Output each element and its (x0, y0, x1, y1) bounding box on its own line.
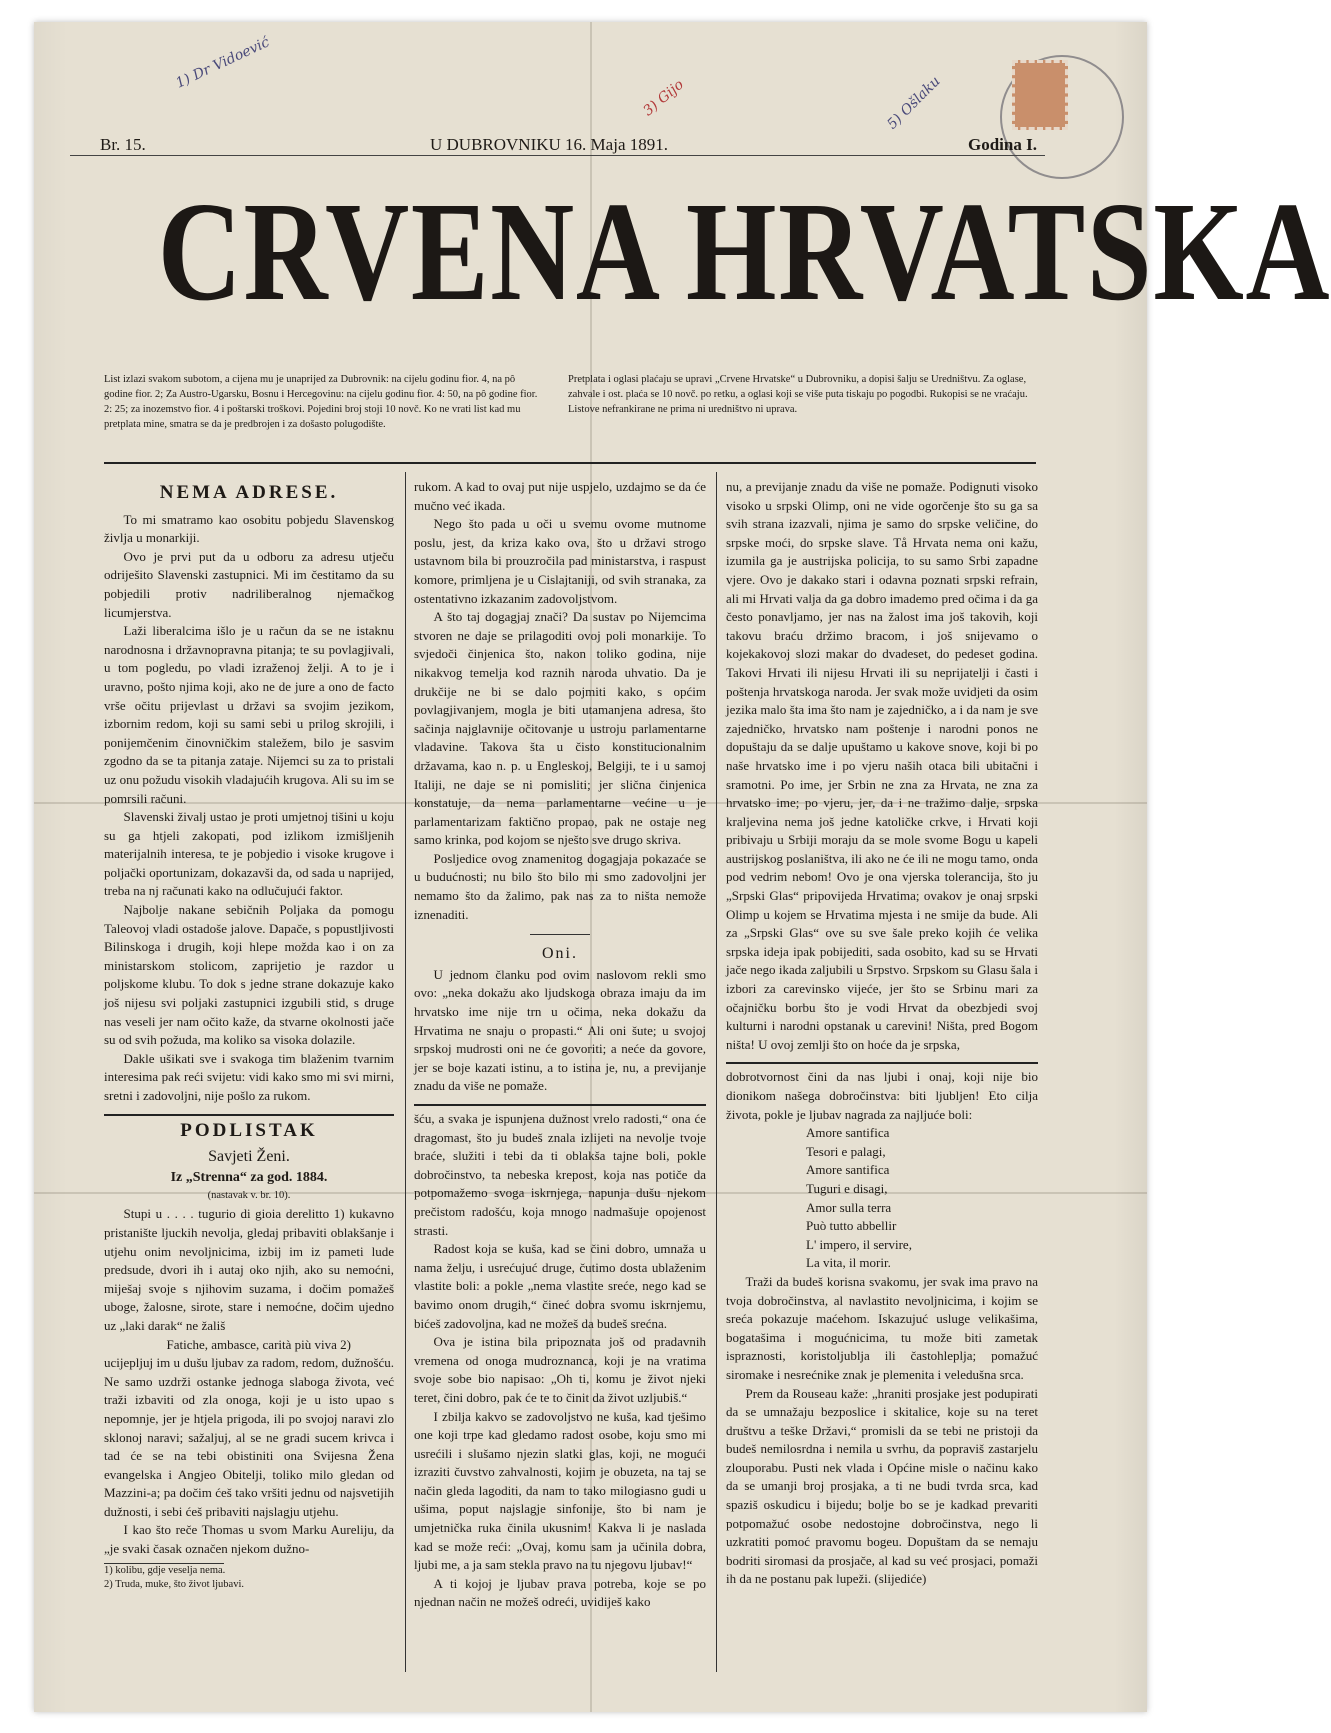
paragraph: šću, a svaka je ispunjena dužnost vrelo radosti,“ ona će dragomast, što ju budeš znala izlijeti na nevolje tvoje braće, služiti i tebi da ti oblakša tajne boli, pokle dobročinstvo, ta nebeska krepost, koja nas potiče da potpomažemo svoga iskrnjega, napunja dušu njekom prečistom radošću, koja mnogo nadmašuje opojenost strasti. (414, 1111, 706, 1238)
section-divider (414, 1104, 706, 1106)
paragraph: Laži liberalcima išlo je u račun da se ne istaknu narodnosna i državnopravna pitanja; te su povlagjivali, u tom pogledu, po vladi izraženoj želji. A to je i uravno, pošto njima koji, ako ne de jure a ono de facto vrše očitu prijevlast u državi sa svojim jezikom, izbornim redom, koji su sami sebi u prilog skrojili, i ponijemčenim činovničkim staležem, bilo je sasvim zgodno da se ta pitanja zataje. Nijemci su za to pristali uz onu požudu visokih vladajućih krugova. Ali su im se pomrsili računi. (104, 623, 394, 806)
section-divider (104, 1114, 394, 1116)
paragraph: Traži da budeš korisna svakomu, jer svak ima pravo na tvoja dobročinstva, al navlastito nevoljnicima, i kojim se sreća pokazuje maćehom. Iskazujuć usluge velikašima, bogatašima i mogućnicima, tu može biti zametak ispraznosti, koristoljublja ili častohleplja; pomažuć siromake i nesrećnike znak je plemenita i veledušna srca. (726, 1273, 1038, 1382)
article-heading: NEMA ADRESE. (159, 482, 339, 503)
poem-line: Amore santifica (806, 1162, 890, 1178)
poem-line: Amor sulla terra (806, 1199, 892, 1215)
article-heading: Oni. (542, 945, 578, 963)
poem-line: Tesori e palagi, (806, 1143, 886, 1159)
column-3 (726, 478, 1038, 1589)
paragraph: To mi smatramo kao osobitu pobjedu Slavenskog življa u monarkiji. (104, 511, 394, 546)
quote-line: Fatiche, ambasce, carità più viva 2) (166, 1336, 351, 1352)
paragraph: A što taj dogagjaj znači? Da sustav po Nijemcima stvoren ne daje se prilagoditi ovoj poli monarkije. To svjedoči činjenica što, nakon toliko godina, nije nikakvog temelja kod raznih naroda uhvatio. Da je drukčije ne bi se dalo pojmiti kako, s općim povlagjivanjem, mogla je biti utamanjena adresa, što sačinja najglavnije očitovanje u ustroju parlamentarne vladavine. Takova šta u čisto konstitucionalnim državama, kao n. p. u Engleskoj, Belgiji, te i u samoj Italiji, ne daje se ni pomisliti; jer slična činjenica konstatuje, da nema parlamentarne većine u je parlamentarizam faktično propao, pak ne ostaje neg samo krinka, pod kojom se nješto sve drugo skriva. (414, 609, 706, 848)
paragraph: Ova je istina bila pripoznata još od pradavnih vremena od onoga mudroznanca, koji je na vratima svoje sobe bio napisao: „Oh ti, komu je život njeki teret, čini dobro, pak će te to činit da život uzljubiš.“ (414, 1334, 706, 1405)
issue-number: Br. 15. (100, 135, 146, 154)
poem-line: Può tutto abbellir (806, 1218, 897, 1234)
footnote: 2) Truda, muke, što život ljubavi. (104, 1578, 244, 1590)
masthead-title: CRVENA HRVATSKA (157, 172, 1331, 330)
paragraph: A ti kojoj je ljubav prava potreba, koje se po njednan način ne možeš odreći, uvidiješ kako (414, 1575, 706, 1610)
advert-info: Pretplata i oglasi plaćaju se upravi „Crvene Hrvatske“ u Dubrovniku, a dopisi šalju se Uredništvu. Za oglase, zahvale i ost. plaća se 10 novč. po retku, a oglasi koji se više puta tiskaju po pogodbi. Rukopisi se ne vraćaju. Listove nefrankirane ne prima ni uredništvo ni uprava. (568, 374, 1028, 415)
paragraph: Radost koja se kuša, kad se čini dobro, umnaža u nama želju, i usrećujuć druge, čutimo dosta ublaženim vlastite boli: a pokle „nema vlastite sreće, nego kad se bavimo onom drugih,“ čineć dobra svomu iskrnjemu, bićeš zadovoljna, kad ne možeš da budeš srećna. (414, 1241, 706, 1331)
feuilleton-title: Savjeti Ženi. (208, 1148, 290, 1166)
header-rule (70, 155, 1045, 156)
handwritten-note: 3) Gijo (640, 76, 687, 120)
poem-line: L' impero, il servire, (806, 1236, 912, 1252)
feuilleton-continuation: (nastavak v. br. 10). (207, 1190, 291, 1202)
subscription-info: List izlazi svakom subotom, a cijena mu je unaprijed za Dubrovnik: na cijelu godinu fior. 4, na pô godine fior. 2; Za Austro-Ugarsku, Bosnu i Hercegovinu: na cijelu godinu fior. 4: 50, na pô godine fior. 2: 25; za inozemstvo fior. 4 i poštarski troškovi. Pojedini broj stoji 10 novč. Ko ne vrati list kad mu pretplata mine, smatra se da je predbrojen i za došasto polugodište. (104, 374, 538, 430)
feuilleton-subtitle: Iz „Strenna“ za god. 1884. (170, 1169, 328, 1185)
poem (806, 1124, 1038, 1273)
poem-line: Amore santifica (806, 1125, 890, 1141)
paragraph: Nego što pada u oči u svemu ovome mutnome poslu, jest, da kriza kako ova, što u državi strogo ustavnom bila bi prouzročila pad ministarstva, i raspust komore, primljena je u Cislajtaniji, od svih stranaka, za ostentativno izkazanim zadovoljstvom. (414, 516, 706, 606)
paragraph: I zbilja kakvo se zadovoljstvo ne kuša, kad tješimo one koji trpe kad gledamo radost osobe, koju smo mi usrećili i slušamo njezin slatki glas, koji, ne mogući izraziti čuvstvo zahvalnosti, kojim je obuzeta, na taj se način gleda lagoditi, da nam to tako milogiasno gudi u ušima, poput najslagje sinfonije, što bi nam je umjetnička ruka činila ukusnim! Kakva li je naslada kad se može reći: „Ovaj, komu sam ja učinila dobra, ljubi me, a ja sam stekla pravo na tu njegovu ljubav!“ (414, 1408, 706, 1573)
section-rule (104, 462, 1036, 464)
paragraph: Posljedice ovog znamenitog dogagjaja pokazaće se u budućnosti; nu bilo što bilo mi smo zadovoljni jer nemamo što da žalimo, pak nas za to ništa nemože iznenaditi. (414, 850, 706, 922)
paragraph: U jednom članku pod ovim naslovom rekli smo ovo: „neka dokažu ako ljudskoga obraza imaju da im hrvatsko ime nije trn u očima, neka dokažu da Hrvatima ne snaju o propasti.“ Ali oni šute; u svojoj srpskoj mudrosti oni ne će govoriti; a neće da govore, jer se boje kazati istinu, a to istina je, nu, a previjanje znadu da više ne pomaže. (414, 966, 706, 1094)
place-date: U DUBROVNIKU 16. Maja 1891. (430, 135, 668, 154)
paragraph: Ovo je prvi put da u odboru za adresu utječu odriješito Slavenski zastupnici. Mi im čestitamo da su pobjedili protiv nadriliberalnog njemačkog licumjerstva. (104, 548, 394, 620)
handwritten-note: 1) Dr Vidoević (173, 34, 273, 92)
year-label: Godina I. (968, 135, 1037, 154)
paragraph: nu, a previjanje znadu da više ne pomaže. Podignuti visoko visoko u srpski Olimp, oni ne vide ogorčenje što su ga sa svih strana izazvali, njima je samo do srpske veličine, do srpske moći, do srpske slave. Tå Hrvata nema oni kažu, izumila ga je austrijska policija, to su samo Srbi zapadne vjere. Ovo je dakako stari i odavna poznati srpski refrain, ali mi Hrvati valja da ga dobro imademo pred očima i da ga često ponavljamo, jer nas na žalost ima još takovih, koji takovu braću držimo bracom, i još snijevamo o kojekakovoj slozi makar do dvadeset, do pedeset godina. Takovi Hrvati ili nijesu Hrvati ili su neprijatelji i časti i poštenja hrvatskoga naroda. Jer svak može uvidjeti da osim jezika malo šta ima što nam je zajedničko, a i da nam je sve zajedničko, hrvatsko nam poštenje i narodni ponos ne dopuštaju da se dalje upuštamo u kakove snove, koji bi po naše hrvatsko ime i po vjeru naših otaca bili ubitačni i sramotni. Po ime, jer Srbin ne zna za Hrvata, ne zna za hrvatsko ime; po vjeru, jer, da i ne tražimo dalje, srpska kraljevina nema još jedne katoličke crkve, i Hrvati koji pribivaju u Srbiji moraju da se mole svome Bogu u kapeli austrijskog poslaništva, ili ako ne će ili ne mogu tamo, onda pod vedrim nebom! Ovo je ona vjerska tolerancija, što ju „Srpski Glas“ pripovijeda Hrvatima; ovakov je onaj srpski Olimp u kojem se Hrvatima mjesta i ne smije da bude. Ali za „Srpski Glas“ ove su sve šale preko kojih će velika srpska ideja ipak pobijediti, sada osobito, kad su se Hrvati jače nego ikada zaljubili u Srpstvo. Srpskom su Glasu šala i izbori za carevinsko vijeće, jer što se Srbinu mari za očajničku borbu što je vodi Hrvat da obezbjedi svoj kulturni i narodni opstanak u carevini! Ništa, pred Bogom ništa! U ovoj zemlji što on hoće da je srpska, (726, 479, 1038, 1052)
paragraph: dobrotvornost čini da nas ljubi i onaj, koji nije bio dionikom našega dobročinstva: biti ljubljen! Eto cilja života, pokle je ljubav nagrada za najljuće boli: (726, 1069, 1038, 1122)
feuilleton-heading: PODLISTAK (180, 1119, 318, 1141)
column-1 (104, 478, 394, 1592)
paragraph: Dakle ušikati sve i svakoga tim blaženim tvarnim interesima pak reći svijetu: vidi kako smo mi svi mirni, sretni i zadovoljni, nije pošlo za rukom. (104, 1050, 394, 1103)
paragraph: ucijepljuj im u dušu ljubav za radom, redom, dužnošću. Ne samo uzdrži ostanke jednoga slaboga života, već traži izbaviti od zla onoga, koji je u isto upao s nepomnje, jer je htjela prigoda, ili po svojoj naravi zlo sklonoj naravi; sažaljuj, al se ne gradi sucem krivca i tad će se na tebi obistiniti ona Svijesna Žena evangelska i Angjeo Obitelji, toliko milo gledan od Mazzini-a; pa dočim ćeš tako vršiti jednu od najsvetijih dužnosti, i sebi ćeš pribaviti najslagju utjehu. (104, 1355, 394, 1519)
footnote: 1) kolibu, gdje veselja nema. (104, 1564, 226, 1576)
paragraph: rukom. A kad to ovaj put nije uspjelo, uzdajmo se da će mučno već ikada. (414, 479, 706, 513)
column-2 (414, 478, 706, 1612)
poem-line: Tuguri e disagi, (806, 1180, 888, 1196)
handwritten-note: 5) Ošlaku (884, 73, 944, 133)
paragraph: Prem da Rouseau kaže: „hraniti prosjake jest podupirati da se umnažaju bezposlice i skitalice, koje su na teret društvu a teške Državi,“ promisli da se tebi ne pristoji da budeš nemilosrdna i nemila u svrhu, da popraviš zastarjelu zlouporabu. Pusti nek vlada i Općine misle o načinu kako da se umanji broj prosjaka, a ti ne budi tvrda srca, kad spaziš oskudicu i bijedu; bolje bo se je kadkad prevariti potpomažuć osobe nedostojne dobročinstva, nego li uzkratiti pomoć pravomu bogeu. Dopuštam da se nemaju bodriti siromasi da prosjače, al kad su već prosjaci, pomaži ih da ne postanu pak lupeži. (slijediće) (726, 1385, 1038, 1587)
paragraph: I kao što reče Thomas u svom Marku Aureliju, da „je svaki časak označen njekom dužno- (104, 1522, 394, 1557)
divider (530, 934, 590, 935)
column-rule (405, 472, 406, 1672)
paragraph: Najbolje nakane sebičnih Poljaka da pomogu Taleovoj vladi ostadoše jalove. Dapače, s popustljivosti Bilinskoga i drugih, koji hlepe možda kao i on za ministarskom stolicom, zaprijetio je razdor u poljskome klubu. To dok s jedne strane dokazuje kako još nijesu svi poljaki zastupnici izgubili stid, s druge nas veseli jer nam očito kaže, da stvarne okolnosti jače su od svih požuda, ma koliko sa visoka dolazile. (104, 902, 394, 1048)
poem-line: La vita, il morir. (806, 1255, 891, 1271)
column-rule (716, 472, 717, 1672)
postage-stamp-icon (1012, 60, 1068, 130)
paragraph: Stupi u . . . . tugurio di gioia derelitto 1) kukavno pristanište ljuckih nevolja, gledaj pribaviti oblakšanje i utjehu onim nevoljnicima, izbij im iz pameti lude predsude, dvori ih i autaj oko njih, ako su nemoćni, miješaj svoje s njihovim suzama, i dočim pomažeš uboge, žalosne, sirote, stare i nemoćne, dočim ujedno uz „laki darak“ ne žališ (104, 1206, 394, 1333)
paragraph: Slavenski živalj ustao je proti umjetnoj tišini u koju su ga htjeli zakopati, pod izlikom izmišljenih materijalnih interesa, te je pobjedio i visoke krugove i poljački oportunizam, dokazavši da, od sada u naprijed, treba na nj računati kako na odlučujući faktor. (104, 809, 394, 899)
section-divider (726, 1062, 1038, 1064)
